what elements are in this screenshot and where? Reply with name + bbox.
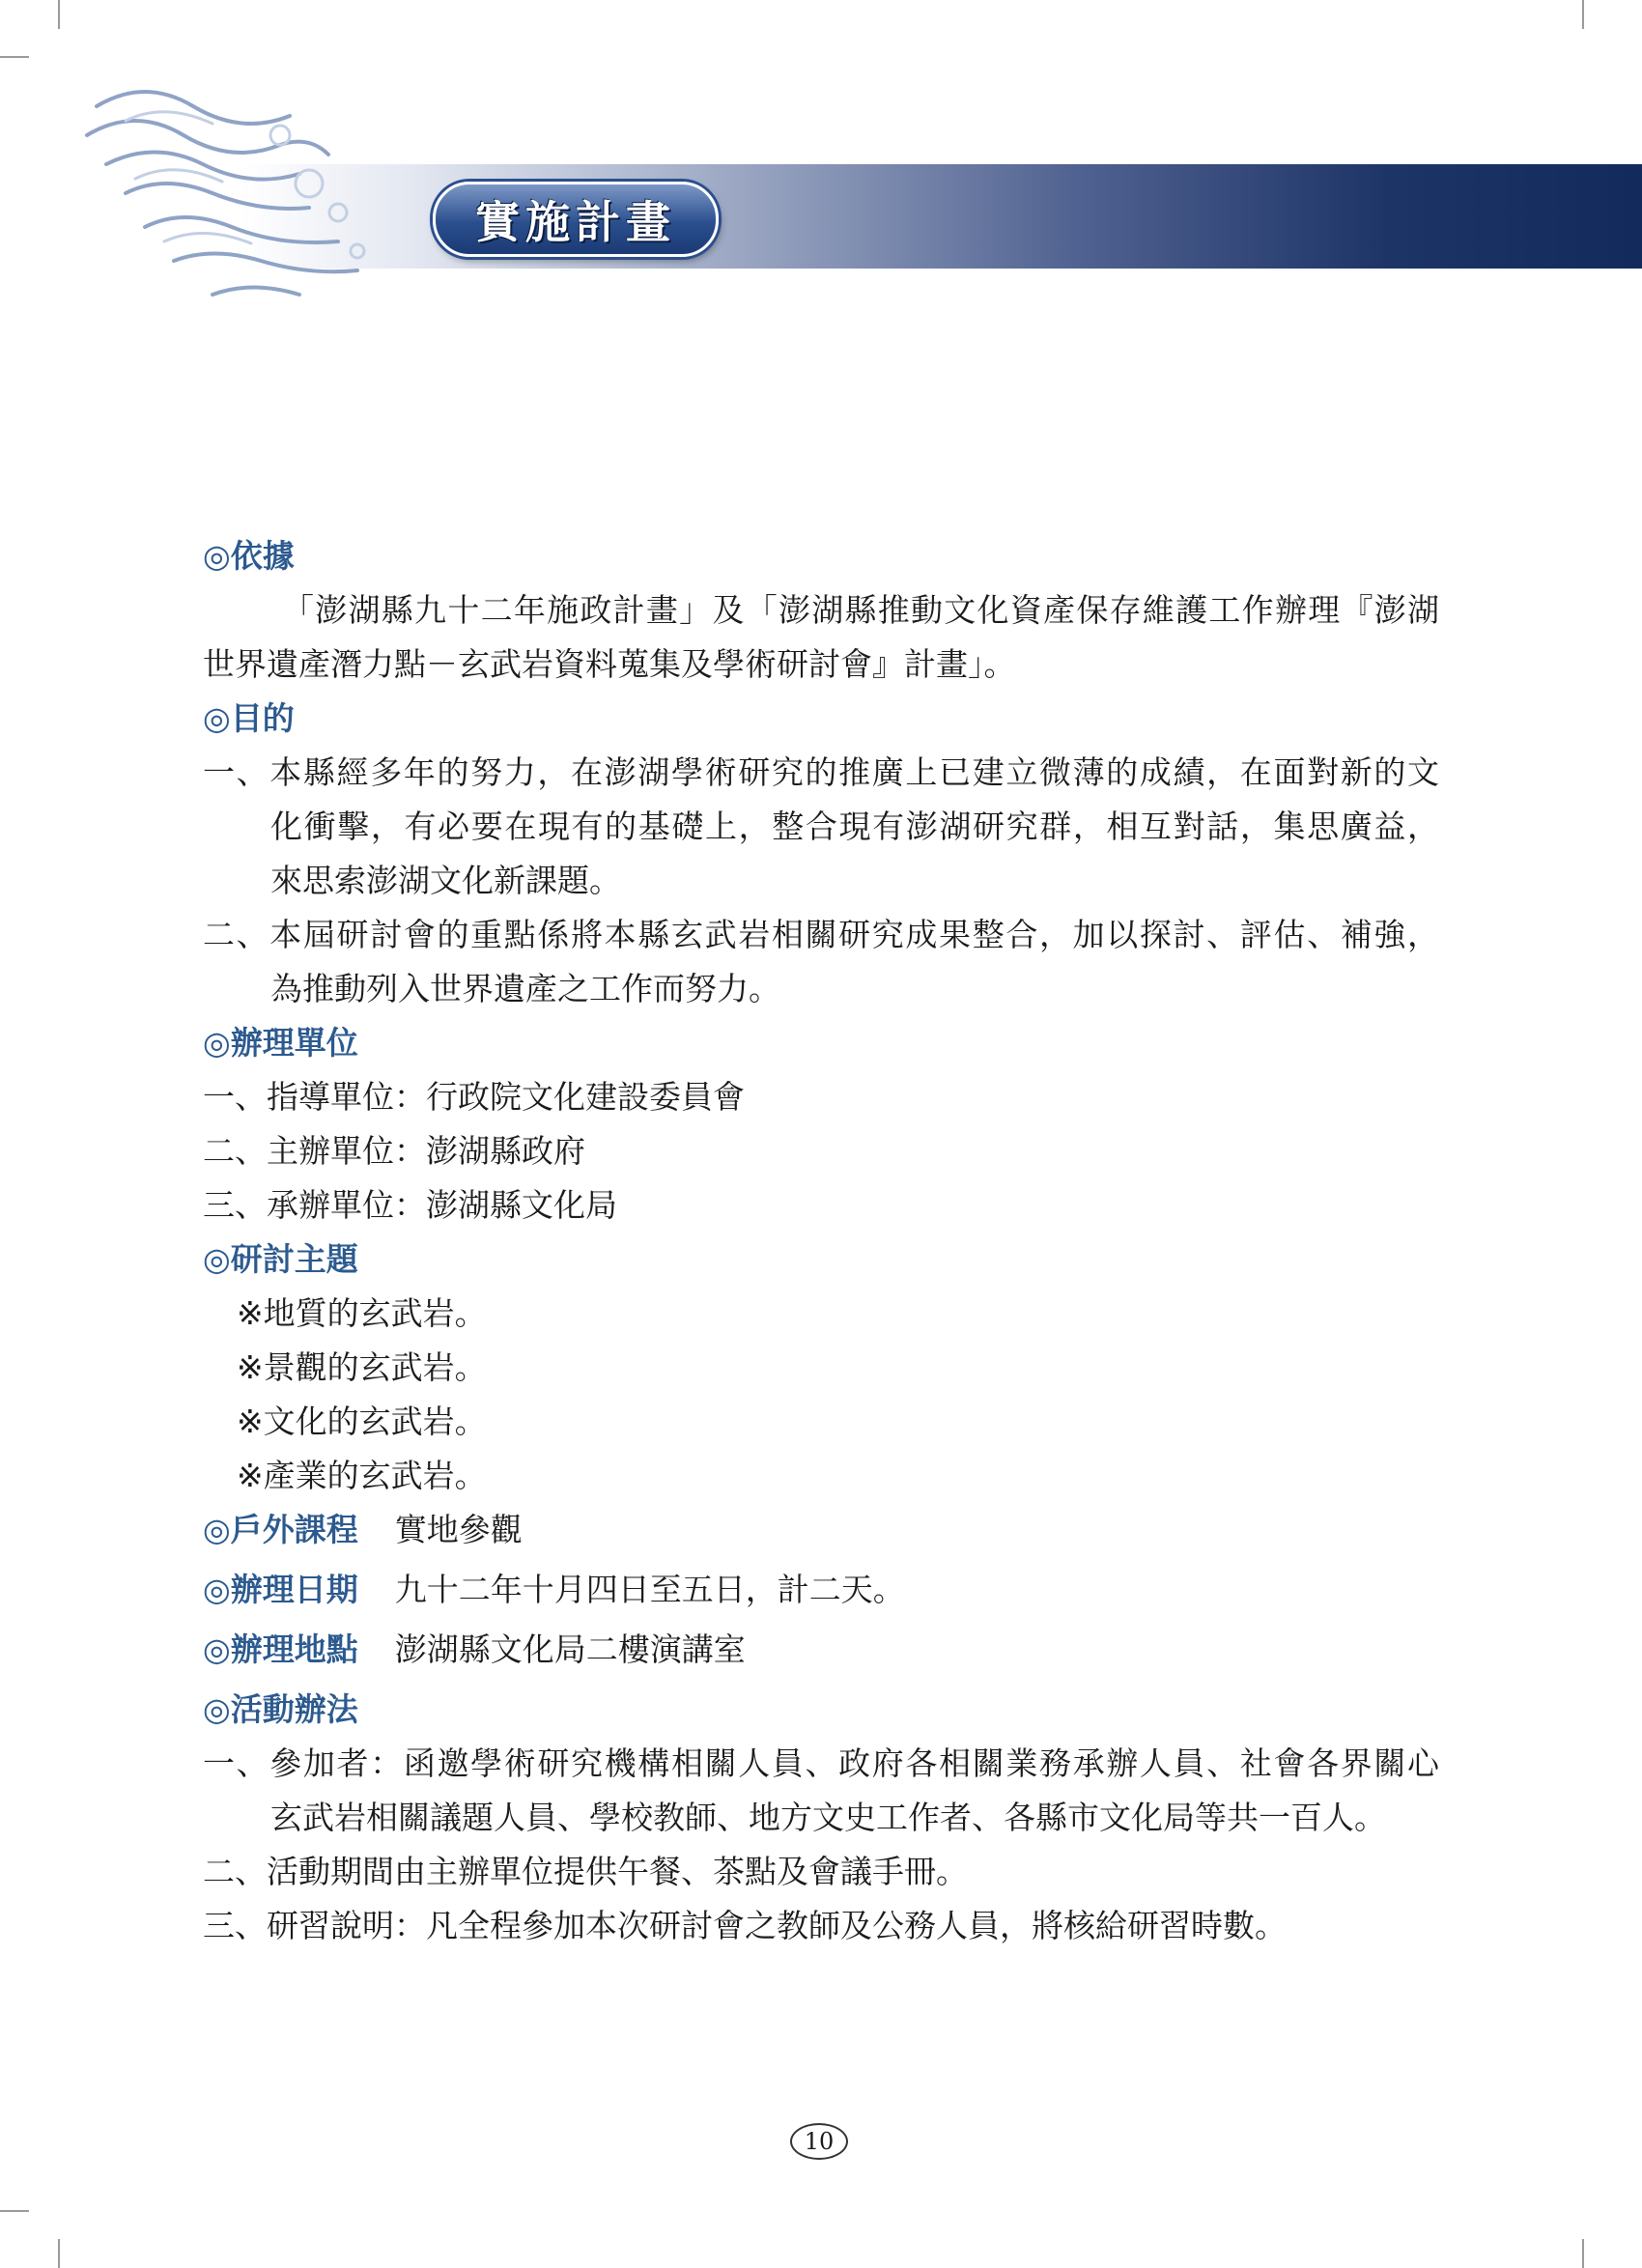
topic-item: ※景觀的玄武岩。 [237,1348,487,1386]
section-heading-purpose: ◎目的 [203,699,295,737]
list-item: 三、承辦單位：澎湖縣文化局 [203,1186,617,1224]
crop-mark [0,2210,29,2212]
document-body [203,529,1439,1953]
list-item: 二、本屆研討會的重點係將本縣玄武岩相關研究成果整合，加以探討、評估、補強， [203,916,1439,953]
list-item: 二、活動期間由主辦單位提供午餐、茶點及會議手冊。 [203,1853,968,1890]
section-heading-outdoor [203,1503,1439,1557]
section-heading-date [203,1563,1439,1617]
list-item: 一、指導單位：行政院文化建設委員會 [203,1078,745,1116]
topic-item: ※地質的玄武岩。 [237,1294,487,1332]
page-number: 10 [790,2123,848,2160]
wave-decoration-icon [68,68,435,319]
list-item: 一、參加者：函邀學術研究機構相關人員、政府各相關業務承辦人員、社會各界關心 [203,1744,1439,1782]
topic-item: ※產業的玄武岩。 [237,1457,487,1494]
venue-value: 澎湖縣文化局二樓演講室 [394,1630,746,1668]
section-heading-organizers: ◎辦理單位 [203,1024,358,1062]
crop-mark [1582,0,1584,29]
date-label: ◎辦理日期 [203,1571,358,1608]
list-item-continuation: 為推動列入世界遺產之工作而努力。 [270,970,780,1007]
crop-mark [58,2239,60,2268]
page-title: 實施計畫 [433,182,719,257]
topic-item: ※文化的玄武岩。 [237,1403,487,1440]
crop-mark [58,0,60,29]
outdoor-label: ◎戶外課程 [203,1511,358,1548]
date-value: 九十二年十月四日至五日，計二天。 [394,1571,905,1608]
section-heading-topics: ◎研討主題 [203,1240,358,1278]
section-heading-venue [203,1623,1439,1677]
list-item-continuation: 玄武岩相關議題人員、學校教師、地方文史工作者、各縣市文化局等共一百人。 [270,1799,1386,1836]
list-item-continuation: 化衝擊，有必要在現有的基礎上，整合現有澎湖研究群，相互對話，集思廣益， [270,808,1439,845]
list-item: 三、研習說明：凡全程參加本次研討會之教師及公務人員，將核給研習時數。 [203,1907,1287,1944]
section-heading-basis: ◎依據 [203,537,295,575]
outdoor-value: 實地參觀 [394,1511,523,1548]
paragraph-line: 世界遺產潛力點－玄武岩資料蒐集及學術研討會』計畫」。 [203,645,1016,683]
list-item: 二、主辦單位：澎湖縣政府 [203,1132,585,1170]
paragraph-line: 「澎湖縣九十二年施政計畫」及「澎湖縣推動文化資產保存維護工作辦理『澎湖 [282,591,1439,629]
crop-mark [0,56,29,58]
list-item: 一、本縣經多年的努力，在澎湖學術研究的推廣上已建立微薄的成績，在面對新的文 [203,753,1439,791]
venue-label: ◎辦理地點 [203,1630,358,1668]
section-heading-method: ◎活動辦法 [203,1690,358,1728]
list-item-continuation: 來思索澎湖文化新課題。 [270,862,621,899]
crop-mark [1582,2239,1584,2268]
